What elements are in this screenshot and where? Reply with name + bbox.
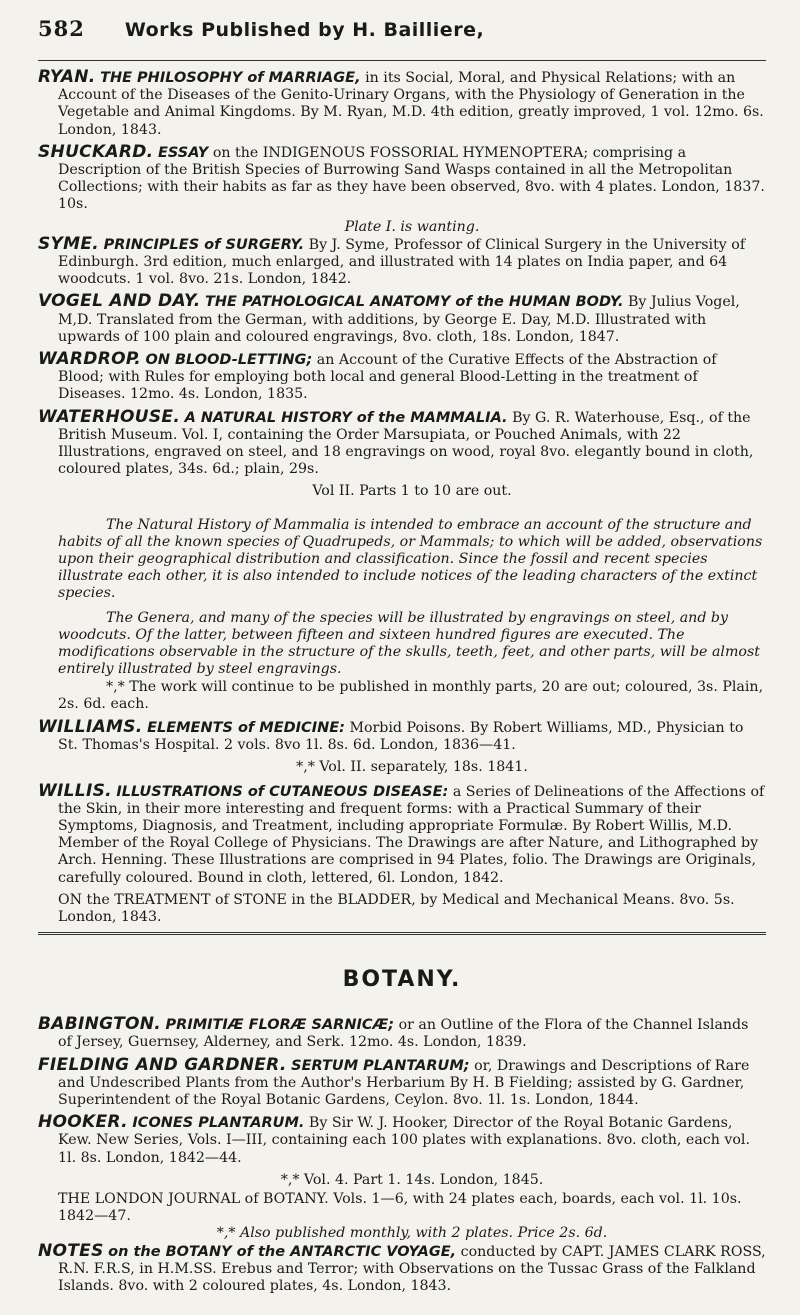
entry-subtitle: THE LONDON JOURNAL of BOTANY. (58, 1190, 329, 1207)
entry-description: By J. Syme, Professor of Clinical Surgery in the University of Edinburgh. 3rd edition, much enlarged, and illustrated with 14 plates on India paper, and 64 woodcuts. 1 vol. 8vo. 21s. London, 1842. (58, 236, 746, 288)
entry-subitem (38, 892, 766, 926)
entry-title: PRINCIPLES of SURGERY. (103, 236, 305, 253)
entry-note: Vol II. Parts 1 to 10 are out. (312, 483, 512, 500)
entry-title: ICONES PLANTARUM. (132, 1115, 305, 1132)
entry-subdescription: Vols. 1—6, with 24 plates each, boards, each vol. 1l. 10s. 1842—47. (58, 1190, 742, 1225)
catalogue-entry (38, 716, 766, 754)
catalogue-entry (38, 406, 766, 479)
entry-title: PRIMITIÆ FLORÆ SARNICÆ; (165, 1017, 395, 1034)
catalogue-entry (38, 1114, 766, 1167)
entry-note: Plate I. is wanting. (344, 218, 480, 235)
entry-author: WARDROP. (38, 349, 141, 370)
section-divider (38, 932, 766, 935)
entry-author: WATERHOUSE. (38, 406, 181, 427)
entry-author: HOOKER. (38, 1112, 128, 1133)
catalogue-entry (38, 1054, 766, 1110)
running-head: Works Published by H. Bailliere, (124, 19, 485, 41)
catalogue-entry (38, 141, 766, 214)
page-number: 582 (38, 16, 85, 41)
entry-author: VOGEL AND DAY. (38, 291, 201, 312)
entry-description: on the INDIGENOUS FOSSORIAL HYMENOPTERA; comprising a Description of the British Species of Burrowing Sand Wasps contained in all the Metropolitan Collections; with their habits as far as they have been observed, 8vo. with 4 plates. London, 1837. 10s. (58, 144, 765, 213)
entry-title: ESSAY (157, 144, 209, 161)
entry-title: THE PATHOLOGICAL ANATOMY of the HUMAN BODY. (205, 294, 624, 311)
entry-description: in its Social, Moral, and Physical Relations; with an Account of the Diseases of the Genito-Urinary Organs, with the Physiology of Generation in the Vegetable and Animal Kingdoms. By M. Ryan, M.D. 4th edition, greatly improved, 1 vol. 12mo. 6s. London, 1843. (58, 70, 764, 138)
entry-subtitle: ON the TREATMENT of STONE (58, 891, 287, 908)
entry-title: SERTUM PLANTARUM; (291, 1057, 470, 1074)
entry-list (38, 69, 766, 926)
entry-author: RYAN. (38, 67, 96, 87)
catalogue-entry (38, 351, 766, 404)
entry-title: ON BLOOD-LETTING; (145, 352, 313, 369)
entry-description: By G. R. Waterhouse, Esq., of the British Museum. Vol. I, containing the Order Marsupiata, or Pouched Animals, with 22 Illustrations, engraved on steel, and 18 engravings on wood, royal 8vo. elegantly bound in cloth, coloured plates, 34s. 6d.; plain, 29s. (58, 409, 754, 478)
catalogue-entry (38, 233, 766, 289)
entry-author: WILLIAMS. (38, 716, 143, 737)
entry-title: on the BOTANY of the ANTARCTIC VOYAGE, (108, 1243, 457, 1260)
entry-description: or, Drawings and Descriptions of Rare and Undescribed Plants from the Author's Herbarium By H. B Fielding; assisted by G. Gardner, Superintendent of the Royal Botanic Gardens, Ceylon. 8vo. 1l. 1s. London, 1844. (58, 1057, 750, 1108)
entry-description: Morbid Poisons. By Robert Williams, MD., Physician to St. Thomas's Hospital. 2 vols. 8vo 1l. 8s. 6d. London, 1836—41. (58, 719, 744, 754)
entry-description: conducted by CAPT. JAMES CLARK ROSS, R.N. F.R.S, in H.M.SS. Erebus and Terror; with Observations on the Tussac Grass of the Falkland Islands. 8vo. with 2 coloured plates, 4s. London, 1843. (58, 1243, 766, 1294)
catalogue-entry (38, 69, 766, 139)
header-rule (38, 60, 766, 61)
entry-title: ELEMENTS of MEDICINE: (147, 719, 345, 736)
entry-author: WILLIS. (38, 780, 112, 801)
entry-description: By Julius Vogel, M,D. Translated from the German, with additions, by George E. Day, M.D. Illustrated with upwards of 100 plain and coloured engravings, 8vo. cloth, 18s. London, 1847. (58, 294, 740, 345)
catalogue-entry (38, 1016, 766, 1051)
entry-description: a Series of Delineations of the Affections of the Skin, in their more interesting and frequent forms: with a Practical Summary of their Symptoms, Diagnosis, and Treatment, including appropriate Formulæ. By Robert Willis, M.D. Member of the Royal College of Physicians. The Drawings are after Nature, and Lithographed by Arch. Henning. These Illustrations are comprised in 94 Plates, folio. The Drawings are Originals, carefully coloured. Bound in cloth, lettered, 6l. London, 1842. (58, 783, 765, 886)
botany-entry-list (38, 1016, 766, 1295)
entry-description: By Sir W. J. Hooker, Director of the Royal Botanic Gardens, Kew. New Series, Vols. I—III, containing each 100 plates with explanations. 8vo. cloth, each vol. 1l. 8s. London, 1842—44. (58, 1115, 750, 1166)
entry-title: THE PHILOSOPHY of MARRIAGE, (100, 70, 361, 86)
catalogue-entry (38, 293, 766, 346)
page-header (38, 16, 766, 56)
entry-note: *,* Vol. II. separately, 18s. 1841. (296, 759, 528, 776)
entry-author: NOTES (38, 1240, 104, 1261)
entry-description: an Account of the Curative Effects of the Abstraction of Blood; with Rules for employing both local and general Blood-Letting in the treatment of Diseases. 12mo. 4s. London, 1835. (58, 352, 717, 403)
entry-subnote: *,* Also published monthly, with 2 plates. Price 2s. 6d. (216, 1225, 608, 1242)
entry-subitem (38, 1191, 766, 1225)
entry-subdescription: in the BLADDER, by Medical and Mechanical Means. 8vo. 5s. London, 1843. (58, 891, 735, 925)
section-title: BOTANY. (342, 967, 462, 993)
catalogue-entry (38, 1240, 766, 1296)
entry-description: or an Outline of the Flora of the Channel Islands of Jersey, Guernsey, Alderney, and Serk. 12mo. 4s. London, 1839. (58, 1017, 749, 1051)
entry-title: A NATURAL HISTORY of the MAMMALIA. (184, 409, 508, 426)
entry-paragraph: The Genera, and many of the species will be illustrated by engravings on steel, and by woodcuts. Of the latter, between fifteen and sixteen hundred figures are executed. The modifications observable in the structure of the skulls, teeth, feet, and other parts, will be almost entirely illustrated by steel engravings. (58, 609, 760, 678)
entry-note: *,* Vol. 4. Part 1. 14s. London, 1845. (280, 1171, 544, 1188)
entry-author: BABINGTON. (38, 1014, 162, 1035)
entry-paragraph: The Natural History of Mammalia is intended to embrace an account of the structure and habits of all the known species of Quadrupeds, or Mammals; to which will be added, observations upon their geographical distribution and classification. Since the fossil and recent species illustrate each other, it is also intended to include notices of the leading characters of the extinct species. (58, 516, 763, 602)
entry-title: ILLUSTRATIONS of CUTANEOUS DISEASE: (116, 783, 449, 800)
entry-author: SHUCKARD. (38, 141, 154, 162)
catalogue-entry (38, 780, 766, 887)
entry-author: FIELDING AND GARDNER. (38, 1054, 287, 1075)
entry-tail: *,* The work will continue to be published in monthly parts, 20 are out; coloured, 3s. Plain, 2s. 6d. each. (58, 678, 764, 712)
entry-author: SYME. (38, 233, 100, 254)
